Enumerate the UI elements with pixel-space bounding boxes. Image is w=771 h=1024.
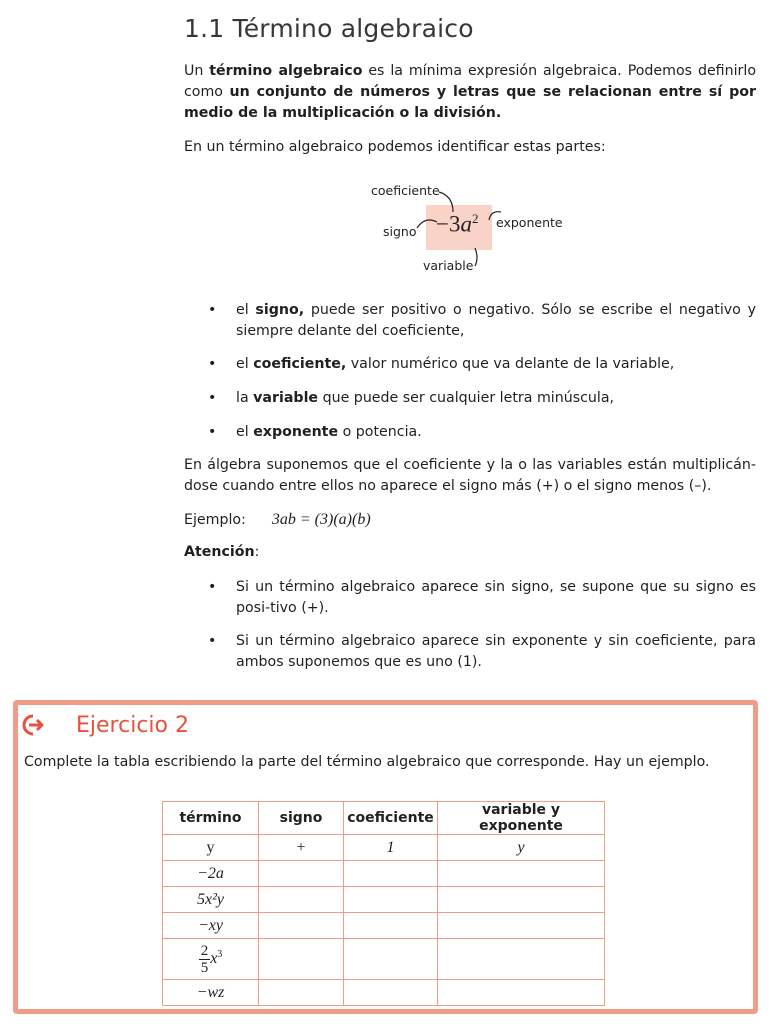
arrow-circle-icon (22, 714, 44, 736)
exercise-instruction: Complete la tabla escribiendo la parte del término algebraico que corresponde. Hay un ejemplo. (24, 754, 710, 770)
answer-cell[interactable] (344, 913, 438, 939)
term-diagram (365, 178, 575, 278)
answer-cell[interactable] (344, 980, 438, 1006)
answer-cell[interactable] (344, 861, 438, 887)
attention-heading: Atención: (184, 544, 260, 560)
list-item: • Si un término algebraico aparece sin exponente y sin coeficiente, para ambos suponemos que es uno (1). (208, 633, 756, 670)
term-cell: −2a (163, 861, 259, 887)
attention-list (184, 577, 756, 673)
header-signo: signo (259, 802, 344, 835)
header-variable-exponente: variable y exponente (438, 802, 605, 835)
table-row (163, 887, 605, 913)
example-variable: y (438, 835, 605, 861)
example-line: Ejemplo: 3ab = (3)(a)(b) (184, 511, 371, 528)
label-coeficiente: coeficiente (371, 183, 440, 198)
label-variable: variable (423, 258, 474, 273)
header-coeficiente: coeficiente (344, 802, 438, 835)
term-cell: −wz (163, 980, 259, 1006)
table-row (163, 939, 605, 980)
answer-cell[interactable] (259, 913, 344, 939)
term-keyword: término algebraico (209, 63, 363, 79)
answer-cell[interactable] (259, 861, 344, 887)
example-term: y (163, 835, 259, 861)
example-sign: + (259, 835, 344, 861)
list-item: • el signo, puede ser positivo o negativo. Sólo se escribe el negativo y siempre delante del coeficiente, (208, 302, 756, 339)
table-row (163, 980, 605, 1006)
answer-cell[interactable] (259, 980, 344, 1006)
exercise-table (162, 801, 605, 1006)
term-cell: 5x²y (163, 887, 259, 913)
parts-list (184, 300, 756, 443)
answer-cell[interactable] (438, 887, 605, 913)
list-item: • el exponente o potencia. (208, 424, 422, 440)
intro-paragraph: Un término algebraico es la mínima expresión algebraica. Podemos definirlo como un conjunto de números y letras que se relacionan entre sí por medio de la multiplicación o la división. (184, 63, 756, 121)
algebraic-term: $-3a^2$ (436, 211, 479, 237)
table-header-row (163, 802, 605, 835)
fraction: $\frac{2}{5}$ (200, 942, 209, 976)
term-cell: −xy (163, 913, 259, 939)
list-item: • la variable que puede ser cualquier letra minúscula, (208, 390, 615, 406)
header-termino: término (163, 802, 259, 835)
exercise-title: Ejercicio 2 (76, 713, 189, 738)
algebra-note: En álgebra suponemos que el coeficiente y la o las variables están multiplicán-dose cuando entre ellos no aparece el signo más (+) o el signo menos (–). (184, 457, 756, 494)
answer-cell[interactable] (438, 861, 605, 887)
answer-cell[interactable] (344, 887, 438, 913)
term-cell: $\frac{2}{5}$ $x^3$ (163, 939, 259, 980)
parts-intro: En un término algebraico podemos identificar estas partes: (184, 139, 606, 155)
definition-bold: un conjunto de números y letras que se relacionan entre sí por medio de la multiplicación o la división. (184, 84, 756, 121)
answer-cell[interactable] (344, 939, 438, 980)
section-title: 1.1 Término algebraico (184, 14, 474, 43)
answer-cell[interactable] (259, 887, 344, 913)
table-row (163, 835, 605, 861)
list-item: • el coeficiente, valor numérico que va delante de la variable, (208, 356, 675, 372)
label-exponente: exponente (496, 215, 563, 230)
example-expression: 3ab = (3)(a)(b) (271, 511, 371, 528)
answer-cell[interactable] (259, 939, 344, 980)
example-coefficient: 1 (344, 835, 438, 861)
list-item: • Si un término algebraico aparece sin signo, se supone que su signo es posi-tivo (+). (208, 579, 756, 616)
answer-cell[interactable] (438, 913, 605, 939)
table-row (163, 913, 605, 939)
label-signo: signo (383, 224, 417, 239)
table-row (163, 861, 605, 887)
answer-cell[interactable] (438, 939, 605, 980)
answer-cell[interactable] (438, 980, 605, 1006)
